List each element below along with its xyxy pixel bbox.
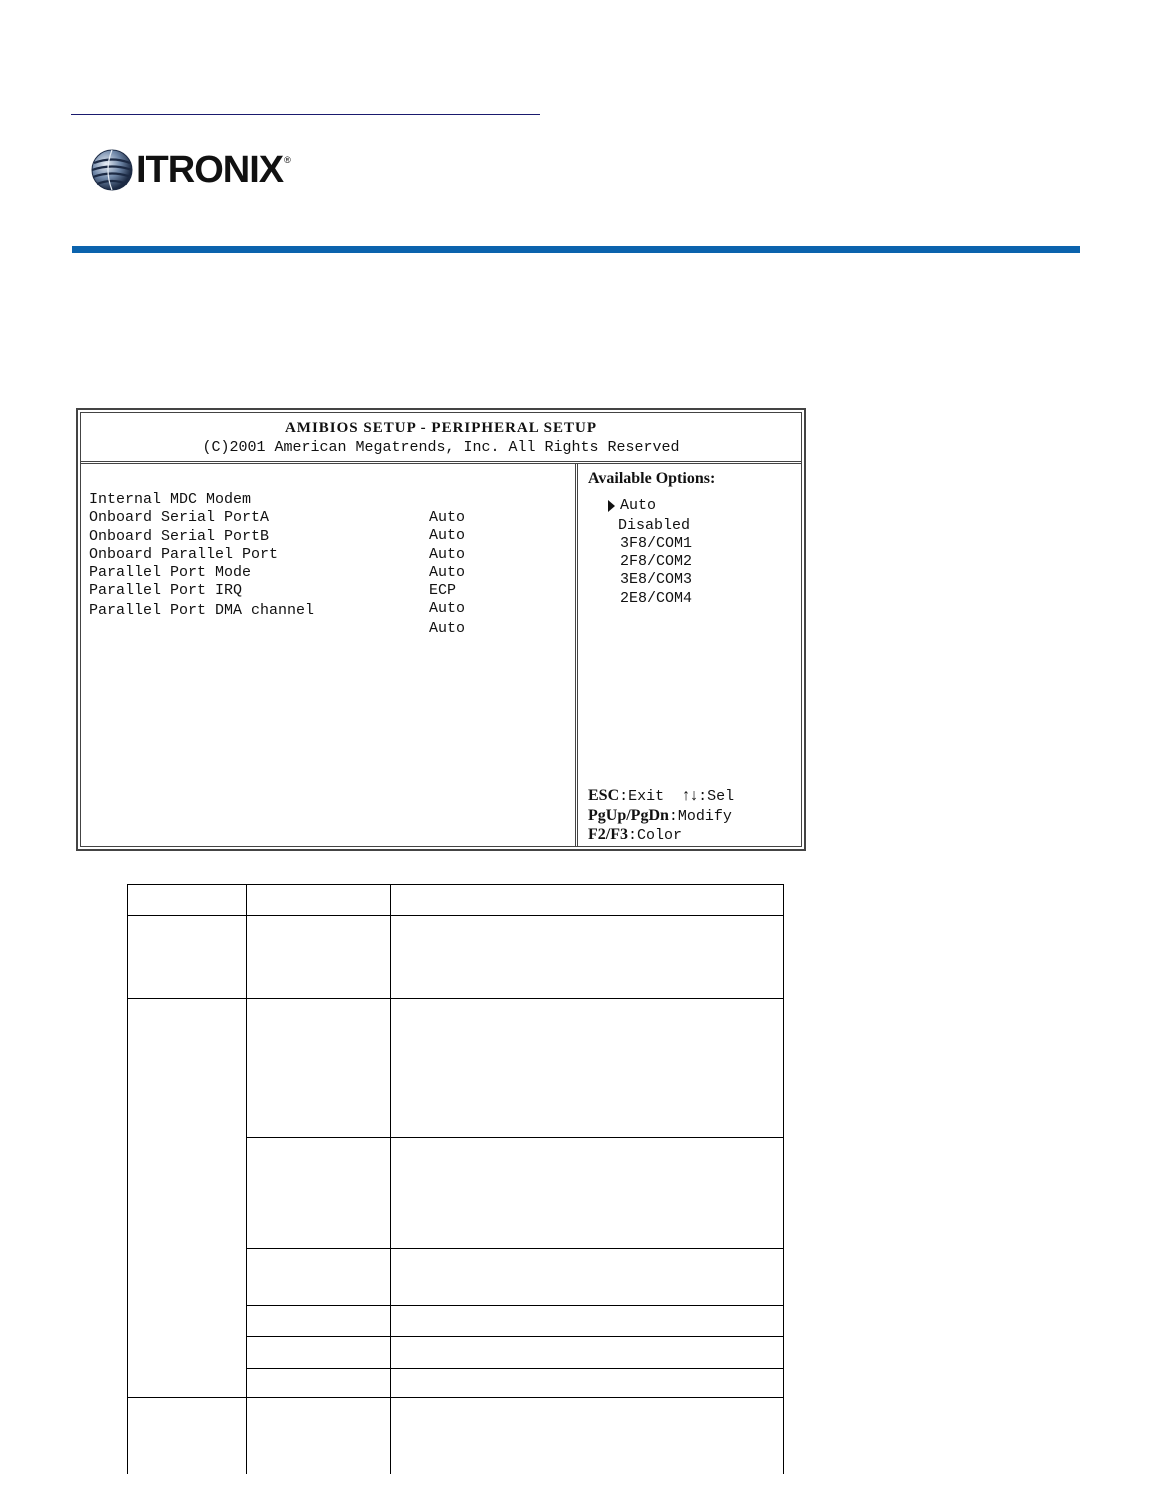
table-row-divider <box>246 1305 784 1306</box>
help-text: :Modify <box>668 808 732 825</box>
setting-value[interactable]: Auto <box>429 546 466 563</box>
help-text: :Color <box>628 827 683 844</box>
help-line-exit <box>588 786 734 806</box>
option-item[interactable]: Disabled <box>618 517 691 534</box>
setting-label: Parallel Port DMA channel <box>89 602 315 619</box>
setting-value[interactable]: Auto <box>429 509 466 526</box>
help-key: F2/F3 <box>588 826 628 843</box>
bios-title: AMIBIOS SETUP - PERIPHERAL SETUP <box>284 420 598 436</box>
help-key: PgUp/PgDn <box>588 807 669 824</box>
table-row-divider <box>246 1368 784 1369</box>
table-row-divider <box>246 1248 784 1249</box>
option-item[interactable]: 2E8/COM4 <box>620 590 693 607</box>
table-col-divider <box>246 884 247 1474</box>
help-key: ↑↓ <box>682 787 699 804</box>
help-line-color <box>588 825 682 845</box>
setting-value[interactable]: Auto <box>429 620 466 637</box>
help-line-modify <box>588 806 732 826</box>
setting-label: Parallel Port Mode <box>89 564 252 581</box>
itronix-logo <box>90 147 291 193</box>
help-text: :Sel <box>698 788 735 805</box>
option-item[interactable]: 3E8/COM3 <box>620 571 693 588</box>
setting-label: Parallel Port IRQ <box>89 582 243 599</box>
table-row-divider <box>246 1336 784 1337</box>
help-key: ESC <box>588 787 620 804</box>
table-border-left <box>127 884 128 1474</box>
setting-label: Onboard Parallel Port <box>89 546 279 563</box>
setting-value[interactable]: ECP <box>429 582 457 599</box>
setting-label: Internal MDC Modem <box>89 491 252 508</box>
table-border-top <box>127 884 784 885</box>
brand-wordmark: ITRONIX <box>136 149 284 191</box>
table-col-divider <box>390 884 391 1474</box>
option-item[interactable]: 2F8/COM2 <box>620 553 693 570</box>
bios-header <box>81 413 801 464</box>
settings-table <box>127 884 784 1484</box>
setting-value[interactable]: Auto <box>429 564 466 581</box>
bios-copyright: (C)2001 American Megatrends, Inc. All Rights Reserved <box>202 439 680 456</box>
help-text: :Exit <box>619 788 665 805</box>
bios-screenshot <box>76 408 806 851</box>
bios-options-panel <box>578 464 801 846</box>
table-row-divider <box>127 915 784 916</box>
registered-mark: ® <box>284 155 291 165</box>
table-border-right <box>783 884 784 1474</box>
table-row-divider <box>246 1137 784 1138</box>
setting-label: Onboard Serial PortA <box>89 509 270 526</box>
table-row-divider <box>127 998 784 999</box>
globe-icon <box>90 148 134 192</box>
bios-frame <box>80 412 802 847</box>
top-rule <box>71 114 540 115</box>
setting-label: Onboard Serial PortB <box>89 528 270 545</box>
header-divider-bar <box>72 246 1080 253</box>
option-item[interactable]: Auto <box>620 497 657 514</box>
triangle-right-icon <box>608 500 615 512</box>
bios-settings-panel <box>81 464 578 846</box>
options-title: Available Options: <box>588 470 716 487</box>
setting-value[interactable]: Auto <box>429 600 466 617</box>
option-item[interactable]: 3F8/COM1 <box>620 535 693 552</box>
setting-value[interactable]: Auto <box>429 527 466 544</box>
table-row-divider <box>127 1397 784 1398</box>
